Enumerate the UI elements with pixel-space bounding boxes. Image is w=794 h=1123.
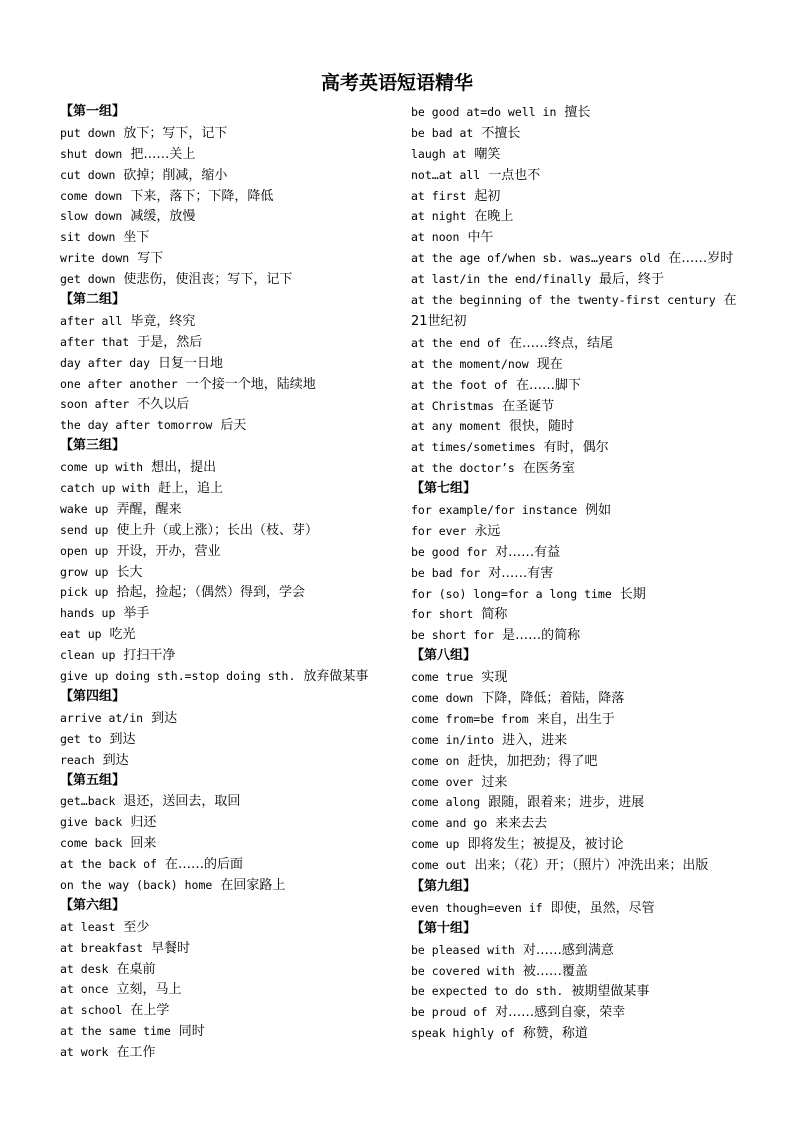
phrase-chinese: 日复一日地 <box>158 355 224 371</box>
group-heading-text: 【第三组】 <box>60 438 126 454</box>
phrase-chinese: 赶快，加把劲；得了吧 <box>467 753 598 769</box>
group-heading-text: 【第七组】 <box>411 481 477 497</box>
phrase-english: laugh at <box>411 146 467 161</box>
phrase-chinese: 同时 <box>178 1024 205 1040</box>
phrase-chinese: 跟随，跟着来；进步，进展 <box>488 795 645 811</box>
phrase-entry <box>411 625 739 646</box>
phrase-entry <box>411 563 739 584</box>
group-heading <box>411 877 739 898</box>
phrase-chinese: 是……的简称 <box>502 628 581 644</box>
phrase-chinese: 进入，进来 <box>502 732 568 748</box>
phrase-chinese: 中午 <box>467 230 494 246</box>
phrase-english: at the moment/now <box>411 356 529 371</box>
phrase-entry <box>411 792 739 813</box>
phrase-entry <box>411 123 739 144</box>
group-heading <box>411 919 739 940</box>
phrase-english: for example/for instance <box>411 502 578 517</box>
phrase-entry <box>60 854 395 875</box>
phrase-english: clean up <box>60 648 116 663</box>
phrase-chinese: 对……感到满意 <box>522 942 614 958</box>
phrase-entry <box>60 875 395 896</box>
phrase-english: at work <box>60 1045 109 1060</box>
phrase-english: one after another <box>60 376 178 391</box>
phrase-chinese: 在圣诞节 <box>502 398 555 414</box>
phrase-entry <box>411 688 739 709</box>
phrase-english: come back <box>60 836 123 851</box>
phrase-chinese: 在……岁时 <box>668 251 734 267</box>
phrase-entry <box>411 290 739 333</box>
phrase-chinese: 立刻，马上 <box>116 982 182 998</box>
phrase-english: at noon <box>411 230 460 245</box>
phrase-entry <box>411 333 739 354</box>
phrase-chinese: 砍掉；削减，缩小 <box>123 167 228 183</box>
phrase-english: come true <box>411 670 474 685</box>
phrase-english: pick up <box>60 585 109 600</box>
phrase-entry <box>411 186 739 207</box>
right-column <box>411 102 739 1044</box>
phrase-entry <box>411 604 739 625</box>
phrase-chinese: 一点也不 <box>488 167 541 183</box>
phrase-entry <box>411 416 739 437</box>
page-title: 高考英语短语精华 <box>320 72 473 94</box>
phrase-entry <box>60 812 395 833</box>
phrase-chinese: 把……关上 <box>130 146 196 162</box>
phrase-english: for short <box>411 607 474 622</box>
phrase-chinese: 后天 <box>220 418 247 434</box>
phrase-chinese: 放下；写下，记下 <box>123 125 228 141</box>
phrase-chinese: 被……覆盖 <box>522 963 588 979</box>
phrase-english: speak highly of <box>411 1026 515 1041</box>
phrase-chinese: 简称 <box>481 607 508 623</box>
phrase-entry <box>411 584 739 605</box>
phrase-chinese: 于是，然后 <box>137 334 203 350</box>
phrase-entry <box>411 269 739 290</box>
phrase-chinese: 早餐时 <box>151 940 191 956</box>
phrase-entry <box>411 981 739 1002</box>
phrase-english: be bad at <box>411 125 474 140</box>
group-heading-text: 【第四组】 <box>60 688 126 704</box>
phrase-english: after that <box>60 334 130 349</box>
phrase-english: come on <box>411 753 460 768</box>
phrase-entry <box>60 562 395 583</box>
phrase-chinese: 被期望做某事 <box>571 984 650 1000</box>
phrase-chinese: 称赞，称道 <box>522 1026 588 1042</box>
phrase-english: at the back of <box>60 857 157 872</box>
phrase-chinese: 出来；（花）开；（照片）冲洗出来；出版 <box>474 858 709 874</box>
phrase-english: at the same time <box>60 1024 171 1039</box>
phrase-chinese: 坐下 <box>123 230 150 246</box>
phrase-entry <box>411 102 739 123</box>
phrase-english: sit down <box>60 230 116 245</box>
phrase-english: at last/in the end/finally <box>411 272 592 287</box>
phrase-entry <box>60 729 395 750</box>
phrase-entry <box>411 751 739 772</box>
phrase-entry <box>411 542 739 563</box>
phrase-english: the day after tomorrow <box>60 418 213 433</box>
phrase-english: arrive at/in <box>60 710 144 725</box>
phrase-entry <box>60 394 395 415</box>
group-heading-text: 【第五组】 <box>60 772 126 788</box>
phrase-entry <box>411 396 739 417</box>
phrase-chinese: 起初 <box>474 188 501 204</box>
phrase-chinese: 举手 <box>123 606 150 622</box>
phrase-entry <box>411 898 739 919</box>
phrase-entry <box>411 772 739 793</box>
phrase-english: get down <box>60 272 116 287</box>
phrase-chinese: 想出，提出 <box>151 460 217 476</box>
phrase-chinese: 不擅长 <box>481 125 521 141</box>
phrase-entry <box>60 144 395 165</box>
phrase-chinese: 例如 <box>585 502 612 518</box>
phrase-entry <box>411 1002 739 1023</box>
phrase-chinese: 到达 <box>151 710 178 726</box>
phrase-entry <box>411 375 739 396</box>
phrase-entry <box>60 666 395 687</box>
phrase-entry <box>411 458 739 479</box>
phrase-entry <box>60 499 395 520</box>
phrase-entry <box>60 520 395 541</box>
phrase-english: come up with <box>60 460 144 475</box>
phrase-entry <box>411 521 739 542</box>
phrase-english: cut down <box>60 167 116 182</box>
phrase-entry <box>411 227 739 248</box>
phrase-english: catch up with <box>60 481 151 496</box>
phrase-entry <box>411 855 739 877</box>
phrase-chinese: 下降，降低；着陆，降落 <box>481 690 625 706</box>
phrase-english: slow down <box>60 209 123 224</box>
phrase-entry <box>411 248 739 269</box>
phrase-entry <box>411 813 739 834</box>
phrase-entry <box>60 227 395 248</box>
phrase-chinese: 使上升（或上涨）；长出（枝、芽） <box>116 522 318 538</box>
phrase-entry <box>60 353 395 374</box>
phrase-english: wake up <box>60 501 109 516</box>
phrase-chinese: 在回家路上 <box>220 877 286 893</box>
phrase-entry <box>60 457 395 478</box>
phrase-entry <box>60 165 395 186</box>
phrase-english: be bad for <box>411 565 481 580</box>
phrase-english: reach <box>60 752 95 767</box>
phrase-chinese: 到达 <box>102 752 129 768</box>
group-heading-text: 【第八组】 <box>411 648 477 664</box>
phrase-entry <box>60 979 395 1000</box>
phrase-entry <box>60 938 395 959</box>
phrase-chinese: 长期 <box>619 586 646 602</box>
phrase-chinese: 弄醒，醒来 <box>116 501 182 517</box>
phrase-english: at the end of <box>411 335 502 350</box>
group-heading-text: 【第九组】 <box>411 879 477 894</box>
phrase-english: at school <box>60 1003 123 1018</box>
phrase-english: at Christmas <box>411 398 495 413</box>
group-heading-text: 【第一组】 <box>60 104 126 119</box>
phrase-chinese: 对……有害 <box>488 565 554 581</box>
phrase-entry <box>60 750 395 771</box>
group-heading <box>411 479 739 500</box>
phrase-chinese: 吃光 <box>109 627 136 643</box>
phrase-english: day after day <box>60 355 151 370</box>
phrase-chinese: 最后，终于 <box>599 272 665 288</box>
phrase-chinese: 在……的后面 <box>164 857 243 873</box>
phrase-entry <box>60 186 395 207</box>
phrase-chinese: 长大 <box>116 564 143 580</box>
phrase-chinese: 使悲伤，使沮丧；写下，记下 <box>123 272 293 288</box>
phrase-english: at the beginning of the twenty-first century <box>411 293 716 308</box>
phrase-english: be short for <box>411 628 495 643</box>
phrase-entry <box>60 332 395 353</box>
phrase-english: at least <box>60 919 116 934</box>
phrase-english: soon after <box>60 397 130 412</box>
phrase-entry <box>60 1042 395 1063</box>
phrase-english: be expected to do sth. <box>411 984 564 999</box>
phrase-english: at times/sometimes <box>411 440 536 455</box>
phrase-chinese: 在桌前 <box>116 961 156 977</box>
phrase-english: open up <box>60 543 109 558</box>
phrase-chinese: 在……脚下 <box>515 377 581 393</box>
phrase-english: write down <box>60 251 130 266</box>
phrase-chinese: 打扫干净 <box>123 648 176 664</box>
phrase-english: be covered with <box>411 963 515 978</box>
phrase-english: at night <box>411 209 467 224</box>
phrase-english: for (so) long=for a long time <box>411 586 612 601</box>
phrase-chinese: 拾起，捡起；（偶然）得到，学会 <box>116 585 305 601</box>
phrase-entry <box>60 645 395 666</box>
phrase-entry <box>60 374 395 395</box>
phrase-chinese: 到达 <box>109 731 136 747</box>
phrase-english: not…at all <box>411 167 481 182</box>
phrase-chinese: 写下 <box>137 251 164 267</box>
phrase-entry <box>60 1000 395 1021</box>
phrase-english: come and go <box>411 816 488 831</box>
phrase-entry <box>60 1021 395 1042</box>
phrase-chinese: 对……有益 <box>495 544 561 560</box>
phrase-english: at the age of/when sb. was…years old <box>411 251 661 266</box>
phrase-entry <box>60 833 395 854</box>
phrase-english: come down <box>411 690 474 705</box>
phrase-chinese: 开设，开办，营业 <box>116 543 221 559</box>
phrase-chinese: 减缓，放慢 <box>130 209 196 225</box>
group-heading <box>411 646 739 667</box>
phrase-english: shut down <box>60 146 123 161</box>
group-heading <box>60 771 395 792</box>
group-heading <box>60 436 395 457</box>
phrase-english: come along <box>411 795 481 810</box>
phrase-entry <box>60 269 395 290</box>
phrase-english: get…back <box>60 794 116 809</box>
group-heading <box>60 290 395 311</box>
phrase-entry <box>60 624 395 645</box>
phrase-chinese: 不久以后 <box>137 397 190 413</box>
phrase-chinese: 永远 <box>474 523 501 539</box>
left-column <box>60 102 395 1063</box>
phrase-english: for ever <box>411 523 467 538</box>
phrase-entry <box>411 206 739 227</box>
phrase-chinese: 有时，偶尔 <box>543 440 609 456</box>
phrase-chinese: 至少 <box>123 919 150 935</box>
phrase-chinese: 嘲笑 <box>474 146 501 162</box>
phrase-english: at desk <box>60 961 109 976</box>
phrase-english: come from=be from <box>411 711 529 726</box>
phrase-chinese: 在医务室 <box>522 461 575 477</box>
phrase-english: come down <box>60 188 123 203</box>
phrase-english: at the doctor’s <box>411 461 515 476</box>
phrase-entry <box>60 959 395 980</box>
group-heading <box>60 896 395 917</box>
phrase-entry <box>60 917 395 938</box>
phrase-chinese: 即使，虽然，尽管 <box>550 900 655 916</box>
group-heading <box>60 102 395 123</box>
phrase-chinese: 来来去去 <box>495 816 548 832</box>
group-heading-text: 【第六组】 <box>60 897 126 913</box>
phrase-english: give back <box>60 815 123 830</box>
phrase-english: at first <box>411 188 467 203</box>
phrase-entry <box>60 206 395 227</box>
phrase-entry <box>411 165 739 186</box>
phrase-chinese: 一个接一个地，陆续地 <box>185 376 316 392</box>
phrase-chinese: 对……感到自豪，荣幸 <box>495 1005 626 1021</box>
phrase-entry <box>411 940 739 961</box>
phrase-entry <box>60 311 395 332</box>
phrase-chinese: 很快，随时 <box>509 419 575 435</box>
phrase-english: after all <box>60 313 123 328</box>
phrase-entry <box>411 834 739 855</box>
phrase-entry <box>60 582 395 603</box>
phrase-entry <box>60 415 395 436</box>
phrase-english: at breakfast <box>60 940 144 955</box>
phrase-entry <box>411 709 739 730</box>
phrase-entry <box>411 144 739 165</box>
phrase-entry <box>60 248 395 269</box>
phrase-entry <box>411 730 739 751</box>
phrase-english: at any moment <box>411 419 502 434</box>
phrase-english: be good at=do well in <box>411 105 557 119</box>
phrase-chinese: 在工作 <box>116 1045 156 1061</box>
phrase-entry <box>411 667 739 688</box>
phrase-entry <box>60 708 395 729</box>
phrase-chinese: 赶上，追上 <box>158 481 224 497</box>
phrase-entry <box>60 791 395 812</box>
group-heading-text: 【第十组】 <box>411 920 477 936</box>
phrase-entry <box>411 500 739 521</box>
phrase-chinese: 擅长 <box>564 105 591 120</box>
phrase-chinese: 下来，落下；下降，降低 <box>130 188 274 204</box>
phrase-english: at the foot of <box>411 377 508 392</box>
phrase-english: on the way (back) home <box>60 877 213 892</box>
phrase-chinese: 现在 <box>536 356 563 372</box>
phrase-entry <box>60 603 395 624</box>
phrase-english: put down <box>60 125 116 140</box>
phrase-chinese: 过来 <box>481 774 508 790</box>
phrase-entry <box>60 478 395 499</box>
phrase-english: hands up <box>60 606 116 621</box>
phrase-english: be pleased with <box>411 942 515 957</box>
phrase-english: come up <box>411 837 460 852</box>
phrase-entry <box>411 961 739 982</box>
phrase-english: at once <box>60 982 109 997</box>
phrase-english: come out <box>411 858 467 873</box>
phrase-english: send up <box>60 522 109 537</box>
phrase-chinese: 退还，送回去，取回 <box>123 794 241 810</box>
group-heading <box>60 687 395 708</box>
phrase-entry <box>60 541 395 562</box>
phrase-chinese: 在晚上 <box>474 209 514 225</box>
phrase-english: come over <box>411 774 474 789</box>
phrase-chinese: 在……终点，结尾 <box>509 335 614 351</box>
phrase-entry <box>411 354 739 375</box>
phrase-chinese: 即将发生；被提及，被讨论 <box>467 837 624 853</box>
phrase-english: get to <box>60 731 102 746</box>
phrase-english: come in/into <box>411 732 495 747</box>
phrase-chinese: 毕竟，终究 <box>130 313 196 329</box>
phrase-chinese: 归还 <box>130 815 157 831</box>
group-heading-text: 【第二组】 <box>60 292 126 308</box>
phrase-entry <box>60 123 395 144</box>
phrase-english: give up doing sth.=stop doing sth. <box>60 669 296 684</box>
phrase-chinese: 在上学 <box>130 1003 170 1019</box>
phrase-english: eat up <box>60 627 102 642</box>
phrase-english: grow up <box>60 564 109 579</box>
phrase-entry <box>411 437 739 458</box>
phrase-english: even though=even if <box>411 900 543 915</box>
phrase-chinese: 在21世纪初 <box>411 293 737 329</box>
phrase-chinese: 放弃做某事 <box>303 669 369 685</box>
phrase-chinese: 来自，出生于 <box>536 711 615 727</box>
phrase-entry <box>411 1023 739 1044</box>
phrase-chinese: 回来 <box>130 836 157 852</box>
phrase-chinese: 实现 <box>481 670 508 686</box>
phrase-english: be good for <box>411 544 488 559</box>
phrase-english: be proud of <box>411 1005 488 1020</box>
